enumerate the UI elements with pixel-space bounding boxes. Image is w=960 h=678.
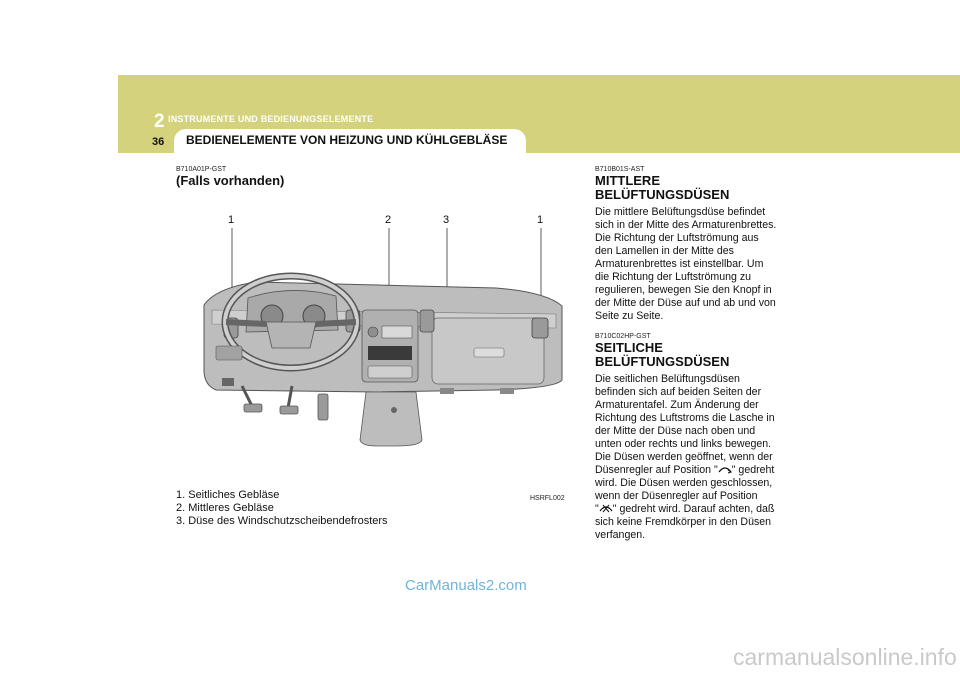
footer-watermark: carmanualsonline.info (733, 644, 957, 670)
text-line: Die Düsen werden geöffnet, wenn der (595, 451, 773, 463)
page-number: 36 (152, 136, 165, 148)
text-line: wird. Die Düsen werden geschlossen, (595, 477, 773, 489)
side-vents-heading-1: SEITLICHE (595, 340, 663, 355)
text-line (595, 503, 785, 516)
chapter-title: INSTRUMENTE UND BEDIENUNGSELEMENTE (168, 114, 374, 124)
image-code: HSRFL002 (530, 495, 565, 502)
text-line: der Mitte der Düse auf und ab und von (595, 297, 776, 309)
legend-item: 2. Mittleres Gebläse (176, 502, 274, 514)
text-line: Die Richtung der Luftströmung aus (595, 232, 759, 244)
callout-2: 2 (385, 214, 392, 226)
legend-item: 1. Seitliches Gebläse (176, 489, 280, 501)
text-line: wenn der Düsenregler auf Position (595, 490, 758, 502)
text-line (595, 464, 785, 477)
text-line: die Richtung der Luftströmung zu (595, 271, 752, 283)
callout-1-right: 1 (537, 214, 544, 226)
text-line: unten oder rechts und links bewegen. (595, 438, 772, 450)
side-vents-text (595, 373, 785, 542)
text-line: sich in der Mitte des Armaturenbrettes. (595, 219, 777, 231)
center-vents-heading-2: BELÜFTUNGSDÜSEN (595, 187, 730, 202)
chapter-number: 2 (154, 111, 165, 132)
text-fragment: " gedreht (731, 464, 775, 476)
text-line: Armaturentafel. Zum Änderung der (595, 399, 759, 411)
optional-heading: (Falls vorhanden) (176, 173, 285, 188)
text-line: Die mittlere Belüftungsdüse befindet (595, 206, 766, 218)
text-line: Seite zu Seite. (595, 310, 664, 322)
callout-1-left: 1 (228, 214, 235, 226)
section-code: B710C02HP-GST (595, 333, 651, 340)
section-code: B710A01P-GST (176, 166, 227, 173)
center-vents-heading-1: MITTLERE (595, 173, 660, 188)
legend (176, 489, 388, 528)
vent-open-icon (718, 465, 732, 474)
text-line: Armaturenbrettes ist einstellbar. Um (595, 258, 764, 270)
watermark-link[interactable]: CarManuals2.com (405, 577, 527, 594)
text-line: sich keine Fremdkörper in den Düsen (595, 516, 772, 528)
text-line: der Mitte der Düse nach oben und (595, 425, 756, 437)
legend-item: 3. Düse des Windschutzscheibendefrosters (176, 515, 388, 527)
right-column (595, 166, 785, 542)
text-line: befinden sich auf beiden Seiten der (595, 386, 762, 398)
section-code: B710B01S-AST (595, 166, 645, 173)
section-title: BEDIENELEMENTE VON HEIZUNG UND KÜHLGEBLÄSE (186, 133, 508, 147)
text-line: verfangen. (595, 529, 646, 541)
center-vents-text (595, 206, 785, 323)
dashboard-illustration (196, 210, 568, 472)
text-line: Richtung des Luftstroms die Lasche in (595, 412, 775, 424)
side-vents-heading-2: BELÜFTUNGSDÜSEN (595, 354, 730, 369)
vent-closed-icon (599, 504, 613, 513)
text-fragment: Düsenregler auf Position " (595, 464, 718, 476)
callout-3: 3 (443, 214, 450, 226)
text-line: Die seitlichen Belüftungsdüsen (595, 373, 740, 385)
text-line: regulieren, bewegen Sie den Knopf in (595, 284, 772, 296)
dashboard-drawing (196, 210, 568, 472)
text-fragment: " gedreht wird. Darauf achten, daß (612, 503, 775, 515)
text-line: den Lamellen in der Mitte des (595, 245, 734, 257)
text-fragment: " (595, 503, 599, 515)
